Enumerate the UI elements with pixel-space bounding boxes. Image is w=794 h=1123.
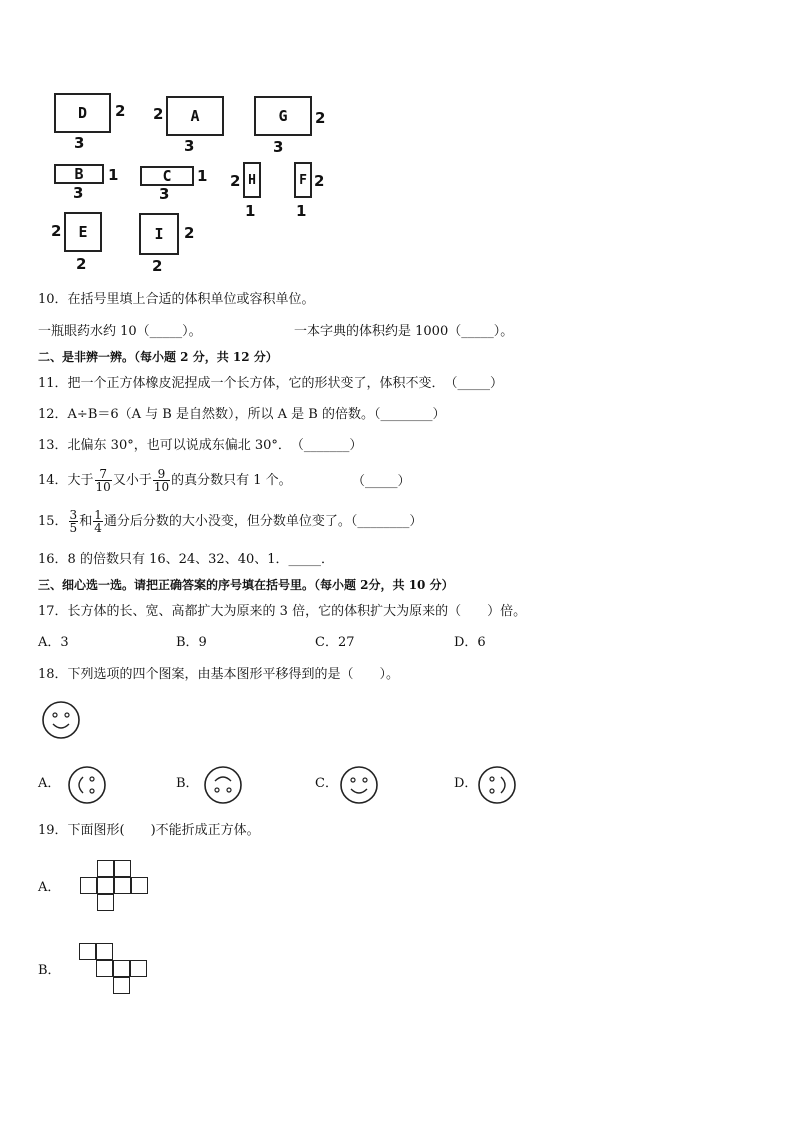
net-b-cell	[113, 960, 130, 977]
q13-text: 13．北偏东 30°，也可以说成东偏北 30°． （_______）	[38, 438, 363, 453]
net-a-cell	[114, 877, 131, 894]
section-3-heading: 三、细心选一选。请把正确答案的序号填在括号里。（每小题 2分，共 10 分）	[38, 578, 454, 592]
net-b-cell	[96, 960, 113, 977]
rect-i: I	[139, 213, 179, 255]
q10-text: 10．在括号里填上合适的体积单位或容积单位。	[38, 292, 315, 307]
rect-g-width: 3	[273, 138, 284, 156]
rect-c: C	[140, 166, 194, 186]
q17-text: 17．长方体的长、宽、高都扩大为原来的 3 倍，它的体积扩大为原来的（ ）倍。	[38, 604, 527, 619]
rect-b-height: 1	[108, 166, 119, 184]
rect-e: E	[64, 212, 102, 252]
net-a-cell	[97, 877, 114, 894]
q17-option-d: D．6	[454, 635, 486, 650]
smiley-rotated-right-icon	[477, 765, 517, 805]
net-b-cell	[79, 943, 96, 960]
net-a-cell	[114, 860, 131, 877]
q19-text: 19．下面图形( )不能折成正方体。	[38, 823, 260, 838]
rect-h-height: 2	[230, 172, 241, 190]
net-a-cell	[131, 877, 148, 894]
q14-text: 14．大于 $\frac{7}{10}$ 又小于 $\frac{9}{10}$ 的真分数只有 1 个。	[38, 467, 292, 494]
q15-fraction-1: $\frac{3}{5}$	[69, 508, 78, 535]
q10-part-b: 一本字典的体积约是 1000（_____）。	[294, 324, 514, 339]
q14-fraction-2: $\frac{9}{10}$	[153, 467, 170, 494]
smiley-upright-icon	[339, 765, 379, 805]
rect-i-height: 2	[184, 224, 195, 242]
rect-c-height: 1	[197, 167, 208, 185]
q14-blank: （_____）	[352, 474, 411, 489]
q18-option-b-label: B．	[176, 776, 199, 791]
rect-c-width: 3	[159, 185, 170, 203]
rect-d-height: 2	[115, 102, 126, 120]
rect-d: D	[54, 93, 111, 133]
q16-text: 16．8 的倍数只有 16、24、32、40、1．_____．	[38, 552, 335, 567]
rect-b: B	[54, 164, 104, 184]
smiley-rotated-left-icon	[67, 765, 107, 805]
rect-a: A	[166, 96, 224, 136]
q12-text: 12．A÷B＝6（A 与 B 是自然数），所以 A 是 B 的倍数。（________）	[38, 407, 446, 422]
q19-option-a-label: A．	[38, 880, 61, 895]
q19-option-b-label: B．	[38, 963, 61, 978]
rect-f-height: 2	[314, 172, 325, 190]
q11-text: 11．把一个正方体橡皮泥捏成一个长方体，它的形状变了，体积不变． （_____）	[38, 376, 504, 391]
rect-h: H	[243, 162, 261, 198]
q18-option-a-label: A．	[38, 776, 61, 791]
net-b-cell	[96, 943, 113, 960]
smiley-upside-down-icon	[203, 765, 243, 805]
net-a-cell	[97, 894, 114, 911]
rect-d-width: 3	[74, 134, 85, 152]
q17-option-c: C．27	[315, 635, 355, 650]
q10-part-a: 一瓶眼药水约 10（_____）。	[38, 324, 202, 339]
q15-text: 15． $\frac{3}{5}$ 和 $\frac{1}{4}$ 通分后分数的大小没变，但分数单位变了。（________）	[38, 508, 423, 535]
q15-fraction-2: $\frac{1}{4}$	[94, 508, 102, 535]
rect-h-width: 1	[245, 202, 256, 220]
q17-option-b: B．9	[176, 635, 207, 650]
q14-fraction-1: $\frac{7}{10}$	[95, 467, 111, 494]
rect-a-height: 2	[153, 105, 164, 123]
rect-f: F	[294, 162, 312, 198]
rect-g-height: 2	[315, 109, 326, 127]
rect-i-width: 2	[152, 257, 163, 275]
base-smiley-icon	[41, 700, 81, 740]
q18-option-d-label: D．	[454, 776, 478, 791]
net-b-cell	[113, 977, 130, 994]
net-a-cell	[80, 877, 97, 894]
net-a-cell	[97, 860, 114, 877]
rect-e-height: 2	[51, 222, 62, 240]
q17-option-a: A．3	[38, 635, 69, 650]
rect-f-width: 1	[296, 202, 307, 220]
rect-e-width: 2	[76, 255, 87, 273]
rect-g: G	[254, 96, 312, 136]
rect-a-width: 3	[184, 137, 195, 155]
q18-text: 18．下列选项的四个图案，由基本图形平移得到的是（ ）。	[38, 667, 400, 682]
q18-option-c-label: C．	[315, 776, 338, 791]
rect-b-width: 3	[73, 184, 84, 202]
section-2-heading: 二、是非辨一辨。（每小题 2 分，共 12 分）	[38, 350, 278, 364]
net-b-cell	[130, 960, 147, 977]
